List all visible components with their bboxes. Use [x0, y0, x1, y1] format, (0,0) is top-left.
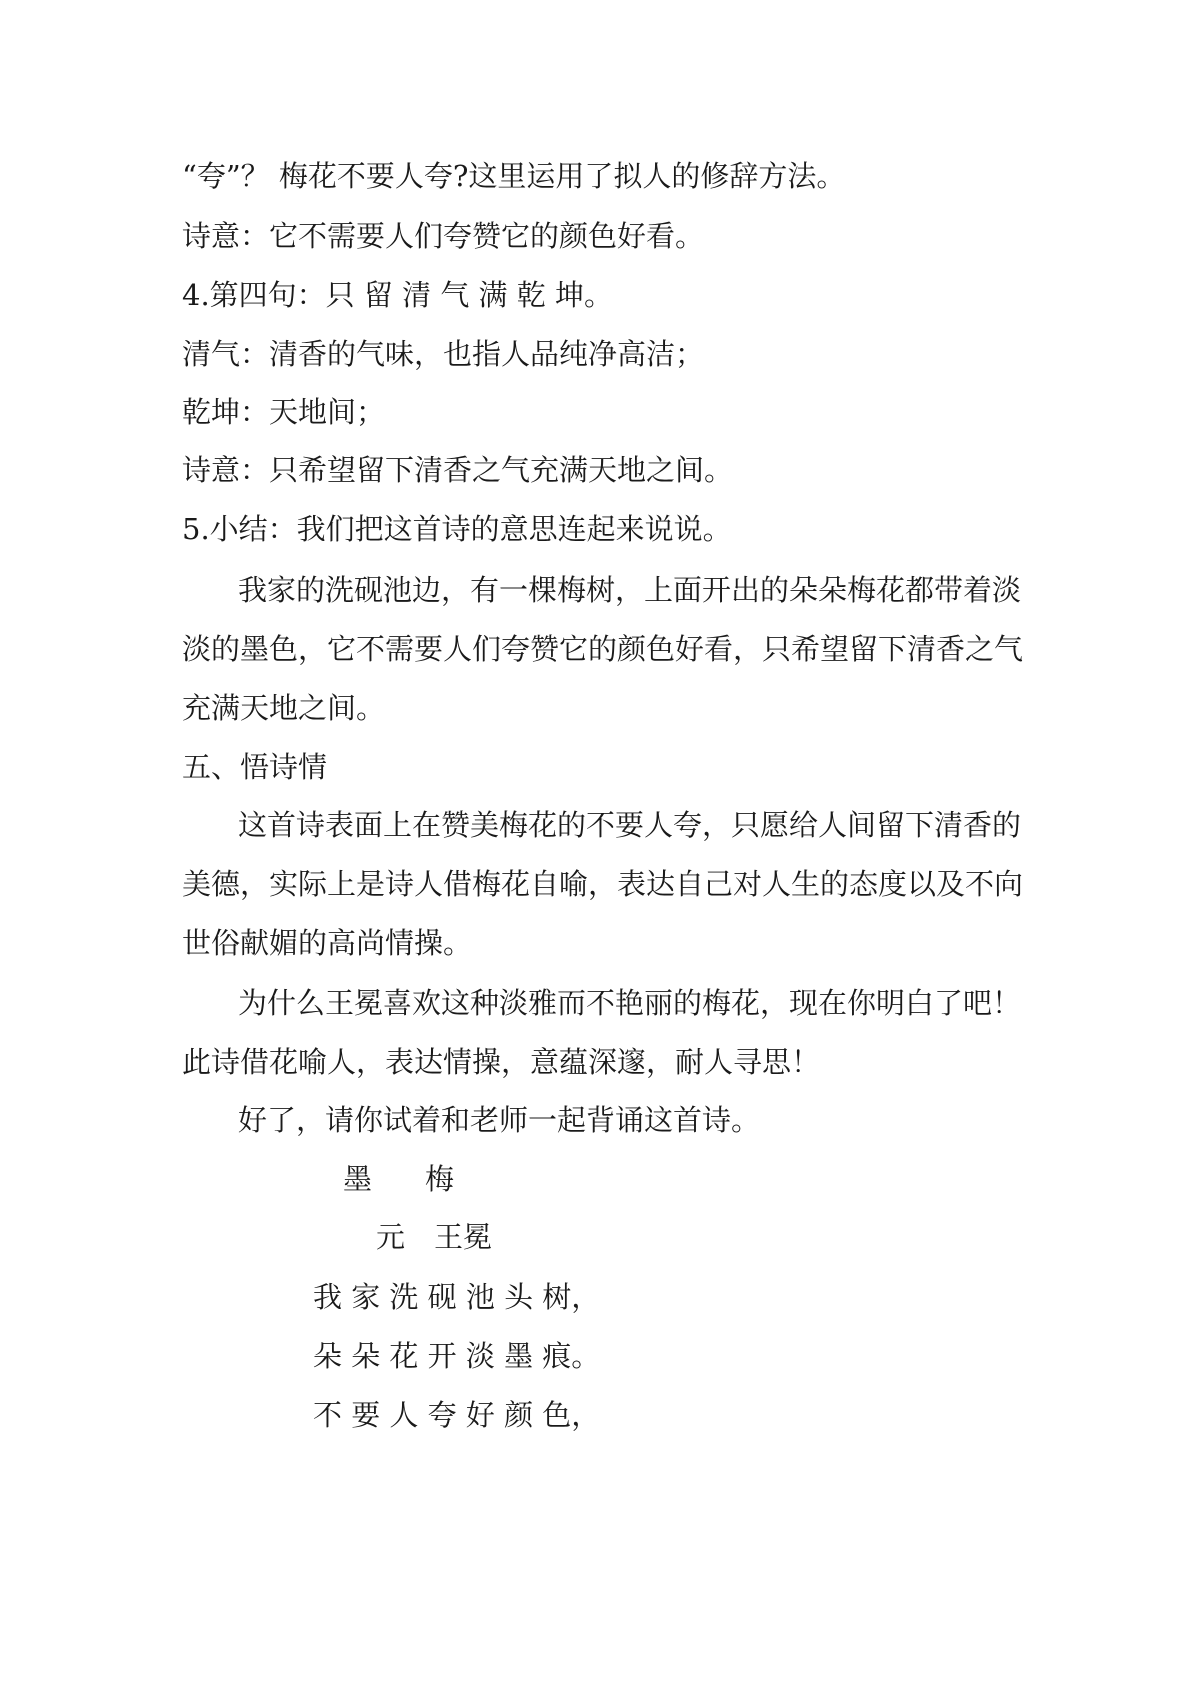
poem-line: 我 家 洗 砚 池 头 树，: [313, 1280, 601, 1314]
summary-paragraph-line: 淡的墨色，它不需要人们夸赞它的颜色好看，只希望留下清香之气: [182, 632, 1024, 666]
text-line: 诗意：只希望留下清香之气充满天地之间。: [182, 453, 734, 487]
text-line: “夸”？ 梅花不要人夸?这里运用了拟人的修辞方法。: [182, 159, 846, 193]
paragraph-line: 美德，实际上是诗人借梅花自喻，表达自己对人生的态度以及不向: [182, 867, 1024, 901]
poem-author: 元 王冕: [376, 1220, 493, 1254]
paragraph-line: 此诗借花喻人，表达情操，意蕴深邃，耐人寻思！: [182, 1045, 821, 1079]
paragraph-line: 世俗献媚的高尚情操。: [182, 926, 473, 960]
paragraph-line: 为什么王冕喜欢这种淡雅而不艳丽的梅花，现在你明白了吧！: [238, 986, 1022, 1020]
paragraph-line: 好了，请你试着和老师一起背诵这首诗。: [238, 1103, 761, 1137]
text-line: 诗意：它不需要人们夸赞它的颜色好看。: [182, 219, 705, 253]
summary-paragraph-line: 我家的洗砚池边，有一棵梅树，上面开出的朵朵梅花都带着淡: [238, 573, 1022, 607]
text-line: 5.小结：我们把这首诗的意思连起来说说。: [182, 512, 732, 546]
section-heading: 五、悟诗情: [182, 750, 328, 784]
text-line: 清气：清香的气味，也指人品纯净高洁；: [182, 337, 705, 371]
poem-line: 不 要 人 夸 好 颜 色，: [313, 1398, 601, 1432]
text-line: 乾坤：天地间；: [182, 395, 386, 429]
paragraph-line: 这首诗表面上在赞美梅花的不要人夸，只愿给人间留下清香的: [238, 808, 1022, 842]
poem-title: 墨 梅: [343, 1162, 467, 1196]
summary-paragraph-line: 充满天地之间。: [182, 691, 386, 725]
text-line: 4.第四句：只 留 清 气 满 乾 坤。: [182, 278, 613, 312]
poem-line: 朵 朵 花 开 淡 墨 痕。: [313, 1339, 601, 1373]
